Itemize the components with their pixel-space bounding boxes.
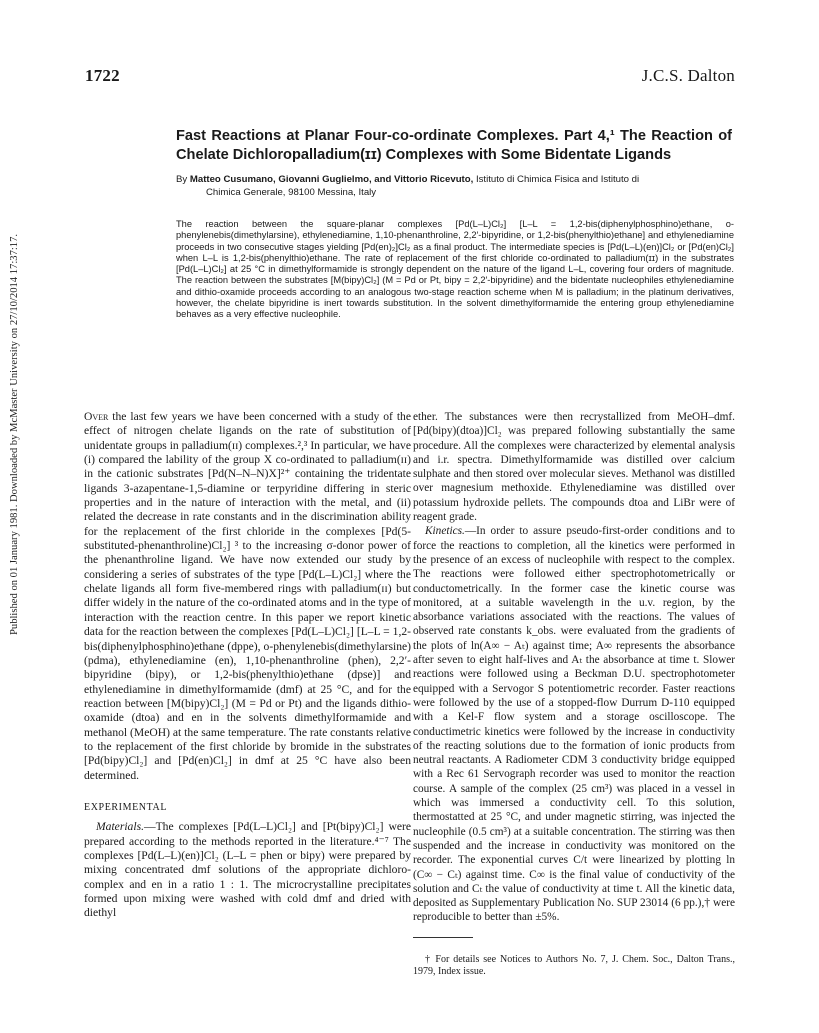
footnote-rule	[413, 937, 473, 938]
article-title: Fast Reactions at Planar Four-co-ordinate Complexes. Part 4,¹ The Reaction of Chelate Dichloropalladium(ɪɪ) Complexes with Some Bidentate Ligands	[176, 128, 732, 163]
by-label: By	[176, 174, 188, 185]
download-notice: Published on 01 January 1981. Downloaded by McMaster University on 27/10/2014 17:37:17.	[9, 233, 20, 635]
page-number: 1722	[85, 66, 120, 85]
intro-text: the last few years we have been concerned with a study of the effect of nitrogen chelate ligands on the rate of substitution of unidentate groups in palladium(ɪɪ) complexes.²,³ In particular, we have (i) compared the lability of the group X co-ordinated to palladium(ɪɪ) in the cationic substrates [Pd(N–N–N)X]²⁺ containing the tridentate ligands 3-azapentane-1,5-diamine or terpyridine differing in steric properties and in the nature of interaction with the metal, and (ii) related the decrease in rate constants and in the discrimination ability for the replacement of the first chloride in the complexes [Pd(5-substituted-phenanthroline)Cl₂] ³ to the increasing σ-donor power of the phenanthroline ligand. We have now extended our study by considering a series of substrates of the type [Pd(L–L)Cl₂] where the chelate ligands all form five-membered rings with palladium(ɪɪ) but differ widely in the nature of the co-ordinated atoms and in the type of interaction with the reaction centre. In this paper we report kinetic data for the reaction between the complexes [Pd(L–L)Cl₂] [L–L = 1,2-bis(diphenylphosphino)ethane (dppe), o-phenylenebis(dimethylarsine) (pdma), ethylenediamine (en), 1,10-phenanthroline (phen), 2,2′-bipyridine (bipy), or 1,2-bis(phenylthio)ethane (dpse)] and ethylenediamine in dimethylformamide (dmf) at 25 °C, and for the reaction between [M(bipy)Cl₂] (M = Pd or Pt) and the ligands dithio-oxamide (dtoa) and en in the solvents dimethylformamide and methanol (MeOH) at the same temperature. The rate constants relative to the replacement of the first chloride by bromide in the substrates [Pd(bipy)Cl₂] and [Pd(en)Cl₂] in dmf at 25 °C have also been determined.	[84, 410, 411, 782]
section-heading-experimental: EXPERIMENTAL	[84, 801, 168, 813]
footnote: † For details see Notices to Authors No. 7, J. Chem. Soc., Dalton Trans., 1979, Index issue.	[413, 953, 735, 978]
materials-label: Materials.	[96, 820, 144, 834]
author-line	[176, 174, 736, 199]
intro-paragraph	[84, 410, 411, 783]
abstract: The reaction between the square-planar complexes [Pd(L–L)Cl₂] [L–L = 1,2-bis(diphenylphosphino)ethane, o-phenylenebis(dimethylarsine), ethylenediamine, 1,10-phenanthroline, 2,2′-bipyridine, or 1,2-bis(phenylthio)ethane] and ethylenediamine proceeds in two consecutive stages yielding [Pd(en)₂]Cl₂ as a final product. The intermediate species is [Pd(L–L)(en)]Cl₂ or [Pd(en)Cl₂] when L–L is 1,2-bis(phenylthio)ethane. The rate of replacement of the first chloride co-ordinated to palladium(ɪɪ) in the substrates [Pd(L–L)Cl₂] at 25 °C in dimethylformamide is strongly dependent on the nature of the ligand L–L, covering four orders of magnitude. The reaction between the substrates [M(bipy)Cl₂] (M = Pd or Pt, bipy = 2,2′-bipyridine) and the bidentate nucleophiles ethylenediamine and dithio-oxamide proceeds according to an analogous two-stage reaction scheme when M is palladium; in the platinum derivatives, however, the chelate bipyridine is inert towards substitution. In the solvent dimethylformamide the entering group ethylenediamine behaves as a very effective nucleophile.	[176, 219, 734, 319]
journal-name: J.C.S. Dalton	[641, 66, 735, 85]
affiliation-address: Chimica Generale, 98100 Messina, Italy	[206, 186, 377, 198]
materials-paragraph	[84, 820, 411, 920]
affiliation: Istituto di Chimica Fisica and Istituto di	[475, 174, 640, 185]
right-column	[413, 410, 735, 979]
kinetics-paragraph	[413, 524, 735, 924]
intro-first-word: Over	[84, 410, 109, 423]
materials-continued: ether. The substances were then recrystallized from MeOH–dmf. [Pd(bipy)(dtoa)]Cl₂ was prepared following substantially the same procedure. All the complexes were characterized by elemental analysis and i.r. spectra. Dimethylformamide was distilled over calcium sulphate and then stored over molecular sieves. Methanol was distilled over magnesium methoxide. Ethylenediamine was distilled over potassium hydroxide pellets. The compounds dtoa and LiBr were of reagent grade.	[413, 411, 735, 524]
kinetics-text: —In order to assure pseudo-first-order conditions and to force the reactions to completion, all the kinetics were performed in the presence of an excess of nucleophile with respect to the complex. The reactions were followed either spectrophotometrically or conductometrically. In the former case the kinetic course was monitored, at a suitable wavelength in the u.v. region, by the absorbance variations associated with the reactions. The values of observed rate constants k_obs. were evaluated from the gradients of the plots of ln(A∞ − Aₜ) against time; A∞ represents the absorbance after seven to eight half-lives and Aₜ the absorbance at time t. Slower reactions were followed using a Beckman D.U. spectrophotometer equipped with a Servogor S potentiometric recorder. Faster reactions were followed by the use of a stopped-flow Durrum D-110 equipped with a Kel-F flow system and a storage oscilloscope. The conductimetric kinetics were followed by the increase in conductivity of the reacting solutions due to the formation of ionic products from neutral reactants. A Radiometer CDM 3 conductivity bridge equipped with a Rec 61 Servograph recorder was used to monitor the reaction course. A sample of the complex (25 cm³) was placed in a vessel in which was immersed a conductivity cell. To this solution, thermostatted at 25 °C, and under magnetic stirring, was injected the nucleophile (0.5 cm³) at a suitable concentration. The stirring was then suspended and the increase in conductivity was monitored on the recorder. The exponential curves C/t were linearized by plotting ln (C∞ − Cₜ) against time. C∞ is the final value of conductivity of the solution and Cₜ the value of conductivity at time t. All the kinetic data, deposited as Supplementary Publication No. SUP 23014 (6 pp.),† were reproducible to better than ±5%.	[413, 525, 735, 924]
article-header	[176, 127, 732, 199]
author-names: Matteo Cusumano, Giovanni Guglielmo, and Vittorio Ricevuto,	[189, 174, 474, 185]
materials-text: —The complexes [Pd(L–L)Cl₂] and [Pt(bipy)Cl₂] were prepared according to the methods reported in the literature.⁴⁻⁷ The complexes [Pd(L–L)(en)]Cl₂ (L–L = phen or bipy) were prepared by mixing concentrated dmf solutions of the appropriate dichloro-complex and en in a ratio 1 : 1. The microcrystalline precipitates formed upon mixing were washed with cold dmf and dried with diethyl	[84, 820, 411, 920]
left-column	[84, 410, 411, 921]
kinetics-label: Kinetics.	[425, 525, 465, 538]
